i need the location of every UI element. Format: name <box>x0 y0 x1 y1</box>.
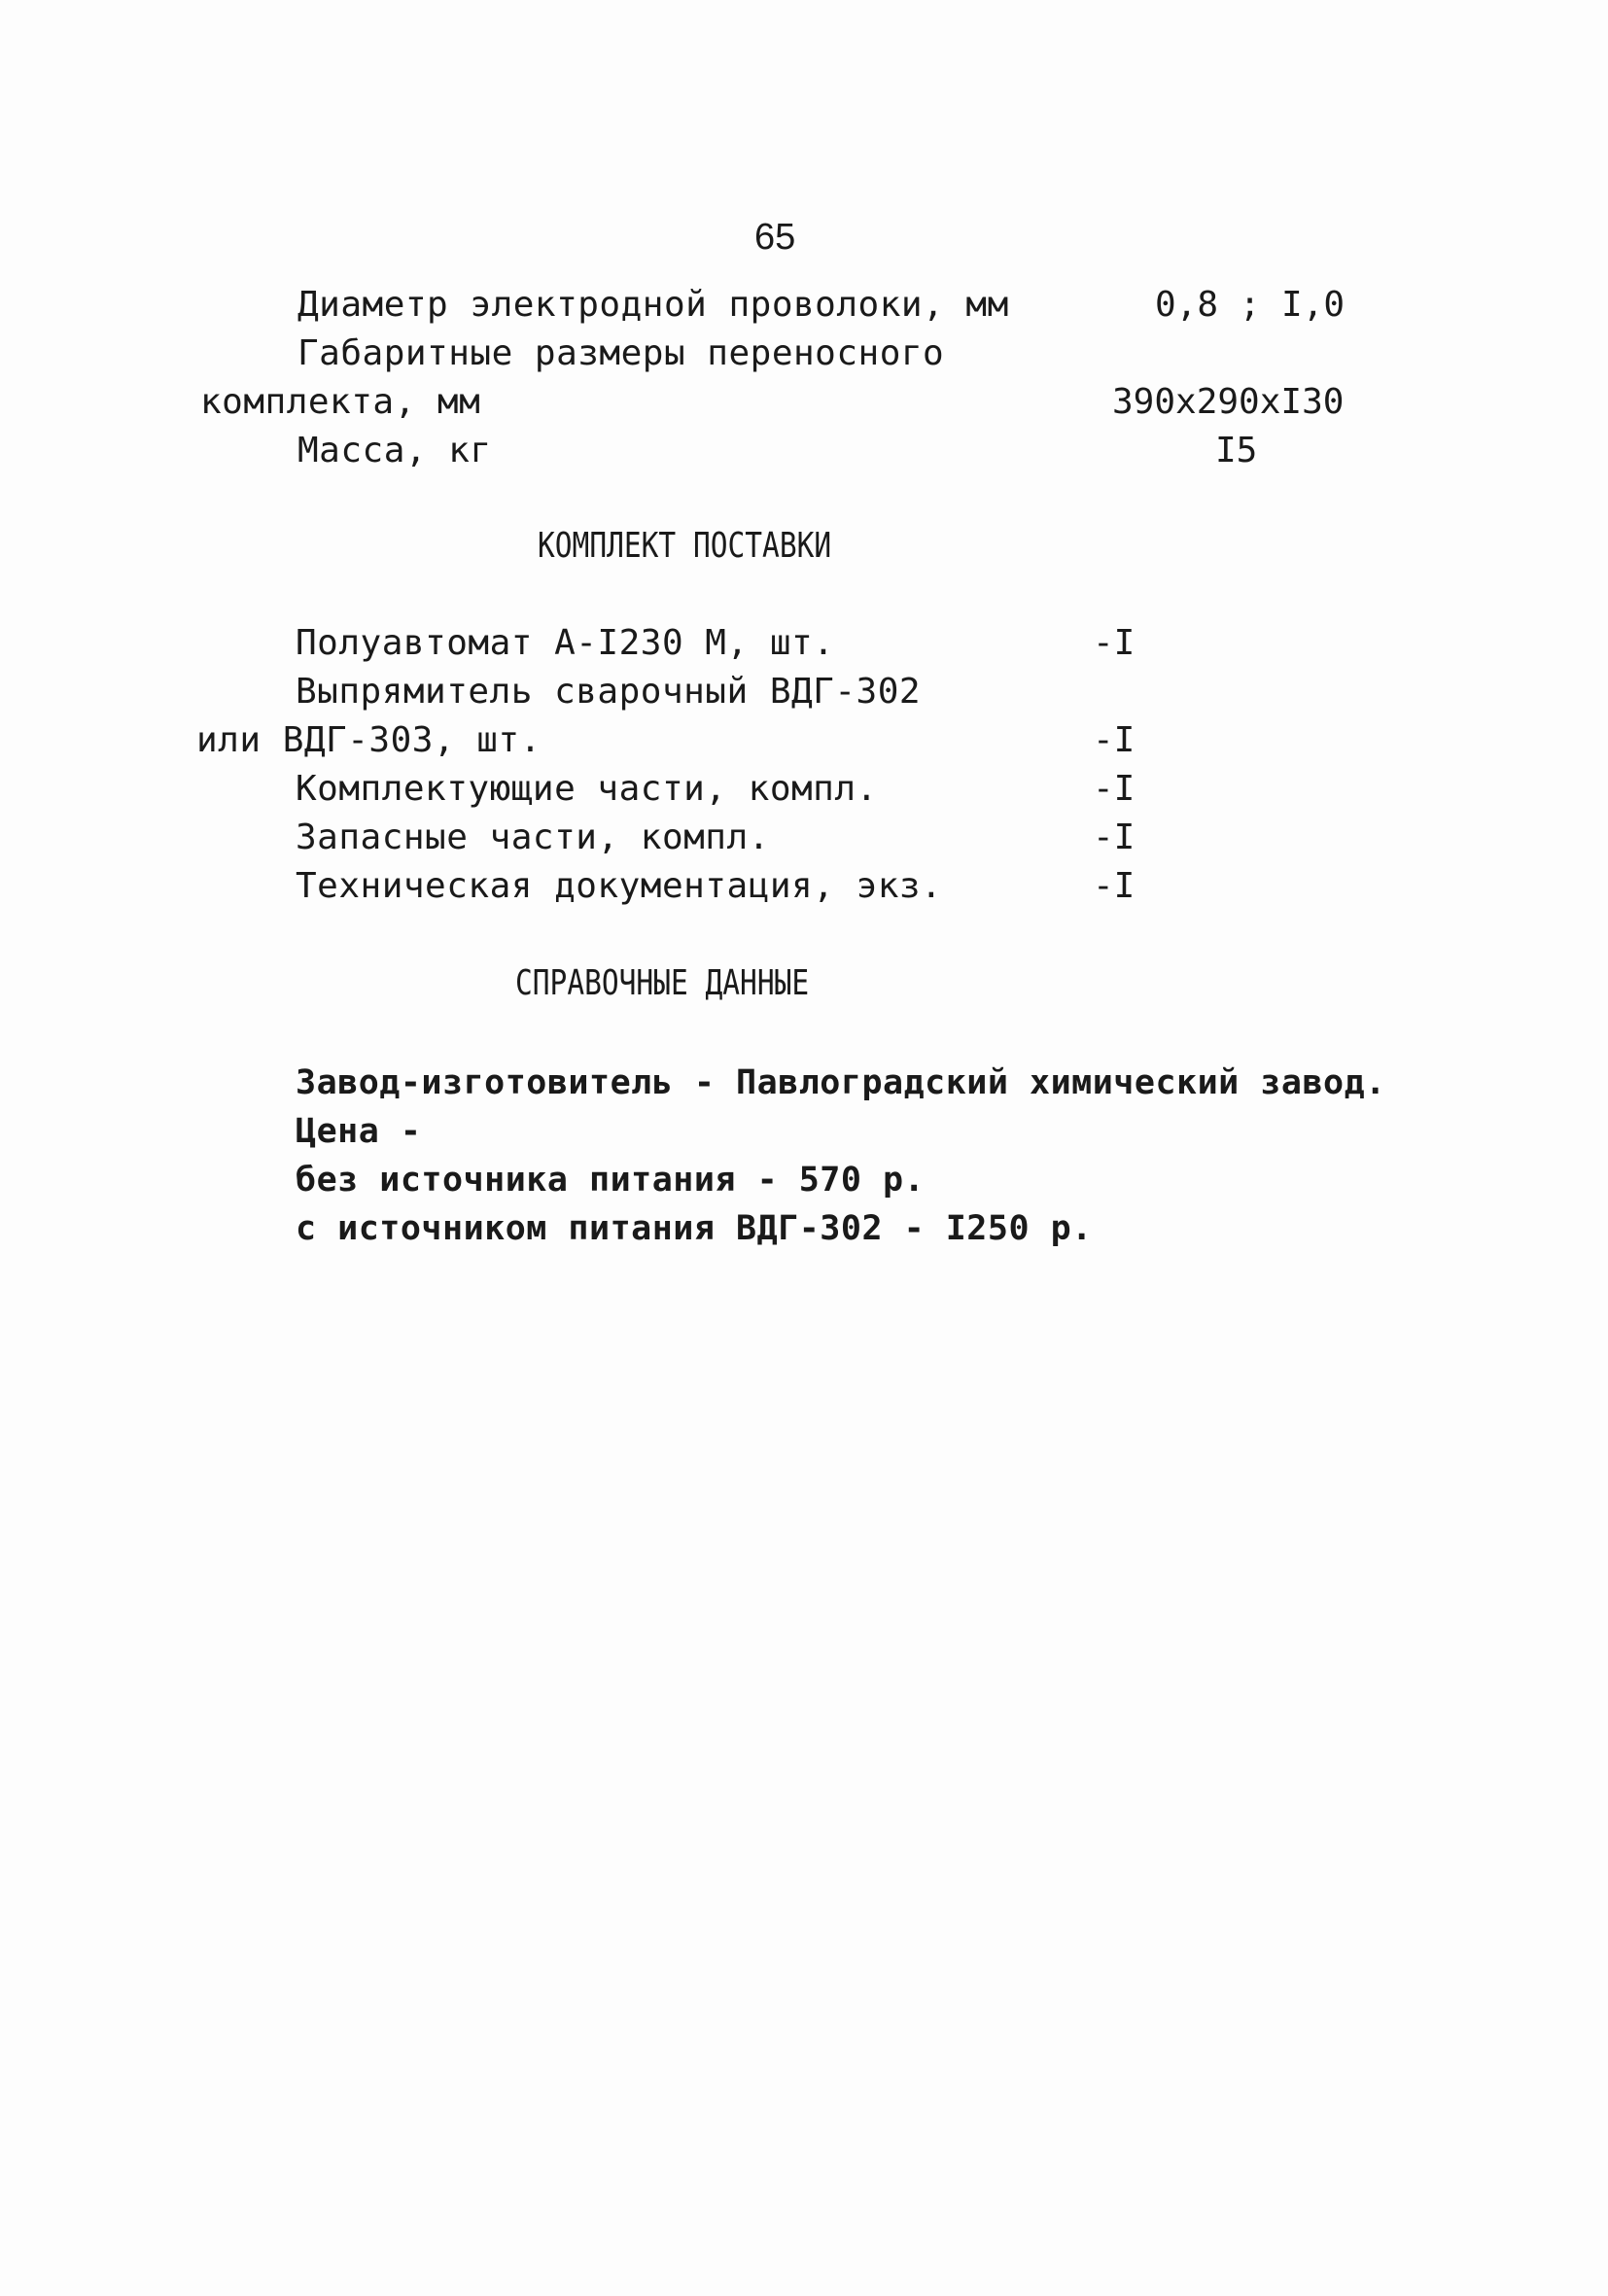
delivery-heading: КОМПЛЕКТ ПОСТАВКИ <box>538 526 832 566</box>
delivery-item-label: Техническая документация, экз. <box>296 866 943 906</box>
delivery-item-qty: -I <box>1093 623 1136 663</box>
delivery-item-qty: -I <box>1093 866 1136 906</box>
spec-wire-diameter-label: Диаметр электродной проволоки, мм <box>297 285 1009 325</box>
spec-dimensions-value: 390х290хI30 <box>1112 382 1345 422</box>
delivery-item-qty: -I <box>1093 818 1136 857</box>
delivery-item-label: Выпрямитель сварочный ВДГ-302 <box>296 672 922 712</box>
reference-heading: СПРАВОЧНЫЕ ДАННЫЕ <box>515 963 810 1003</box>
reference-price-with-source: с источником питания ВДГ-302 - I250 р. <box>296 1209 1093 1248</box>
delivery-item-label-continuation: или ВДГ-303, шт. <box>196 720 542 760</box>
delivery-item-qty: -I <box>1093 720 1136 760</box>
delivery-item-label: Комплектующие части, компл. <box>296 769 878 809</box>
reference-manufacturer: Завод-изготовитель - Павлоградский химический завод. <box>296 1063 1386 1102</box>
delivery-item-label: Запасные части, компл. <box>296 818 770 857</box>
spec-mass-value: I5 <box>1215 431 1258 470</box>
spec-dimensions-label-line1: Габаритные размеры переносного <box>297 333 945 373</box>
reference-price-without-source: без источника питания - 570 р. <box>296 1161 926 1200</box>
page-number: 65 <box>754 217 796 258</box>
delivery-item-label: Полуавтомат А-I230 М, шт. <box>296 623 835 663</box>
spec-dimensions-label-line2: комплекта, мм <box>200 382 481 422</box>
spec-mass-label: Масса, кг <box>297 431 492 470</box>
reference-price-label: Цена - <box>296 1112 422 1151</box>
spec-wire-diameter-value: 0,8 ; I,0 <box>1155 285 1346 325</box>
delivery-item-qty: -I <box>1093 769 1136 809</box>
